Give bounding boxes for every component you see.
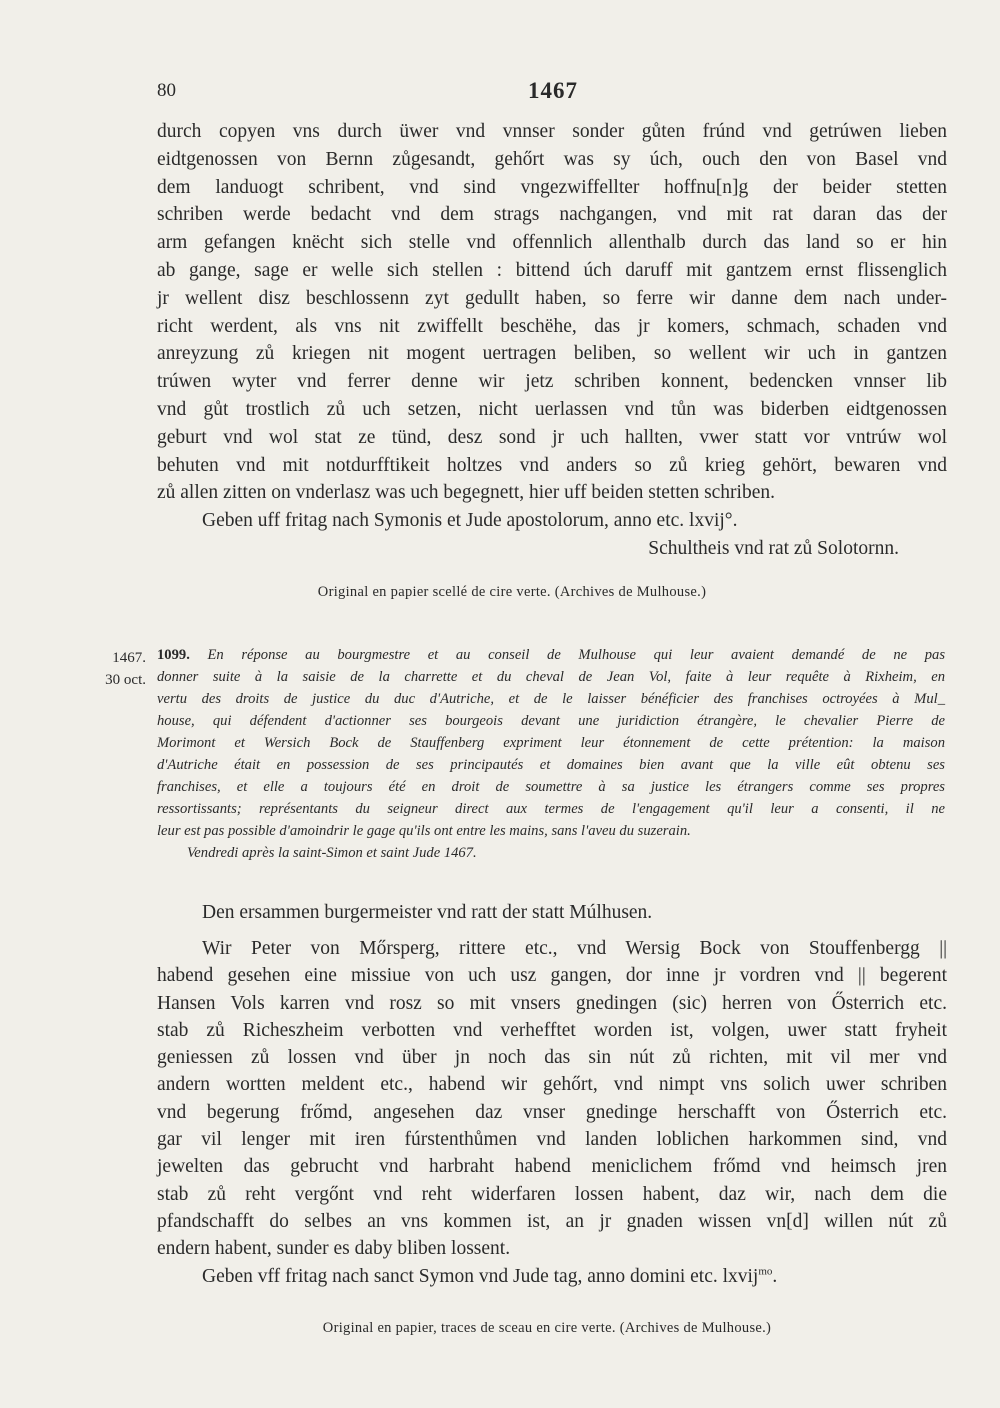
text-line: geburt vnd wol stat ze tünd, desz sond jr uch hallten, vwer statt vor vntrúw wol [157,426,947,448]
text-line: durch copyen vns durch üwer vnd vnnser sonder gůten frúnd vnd getrúwen lieben [157,121,947,142]
text-line: anreyzung zů kriegen nit mogent uertragen beliben, so wellent wir uch in gantzen [157,343,947,365]
text-line: vnd begerung frőmd, angesehen daz vnser gnedinge herschafft von Ősterrich etc. [157,1101,947,1123]
summary-line: d'Autriche était en possession de ses principautés et domaines bien avant que la ville eût obtenu ses [157,757,945,773]
text-line: jewelten das gebrucht vnd harbraht habend meniclichem frőmd vnd heimsch jren [157,1156,947,1178]
summary-line: franchises, et elle a toujours été en droit de soumettre à sa justice les étrangers comme ses propres [157,779,945,795]
text-line: pfandschafft do selbes an vns kommen ist, an jr gnaden wissen vn[d] willen nút zů [157,1210,947,1232]
summary-text: En réponse au bourgmestre et au conseil de Mulhouse qui leur avaient demandé de ne pas [207,647,945,663]
letter-2-body [157,935,947,1290]
date-superscript: mo [758,1265,773,1278]
margin-year: 1467. [112,650,146,666]
text-line: jr wellent disz beschlossenn zyt gedullt haben, so ferre wir danne dem nach under- [157,287,947,309]
entry-date: Vendredi après la saint-Simon et saint Jude 1467. [187,845,477,861]
text-line: stab zů reht vergőnt vnd reht widerfaren lossen habent, daz wir, nach dem die [157,1183,947,1205]
entry-summary [157,644,945,864]
text-line: ab gange, sage er welle sich stellen : bittend úch daruff mit gantzem ernst flissenglich [157,259,947,281]
summary-line: leur est pas possible d'amoindrir le gage qu'ils ont entre les mains, sans l'aveu du suzerain. [157,823,691,839]
letter-1-date: Geben uff fritag nach Symonis et Jude apostolorum, anno etc. lxvij°. [202,510,738,532]
margin-day: 30 oct. [105,672,146,688]
margin-date [80,647,146,691]
summary-line [157,644,945,666]
text-line: richt werdent, als vns nit zwiffellt beschëhe, das jr komers, schmach, schaden vnd [157,315,947,337]
text-line: eidtgenossen von Bernn zůgesandt, gehőrt was sy úch, ouch den von Basel vnd [157,148,947,170]
text-line: dem landuogt schribent, vnd sind vngezwiffellter hoffnu[n]g der beider stetten [157,176,947,198]
letter-1-signature: Schultheis vnd rat zů Solotornn. [648,537,899,559]
letter-1-source-note: Original en papier scellé de cire verte. (Archives de Mulhouse.) [317,584,707,600]
letter-2-source-note: Original en papier, traces de sceau en cire verte. (Archives de Mulhouse.) [322,1320,772,1336]
letter-2-address [157,899,947,927]
text-line: geniessen zů lossen vnd über jn noch das sin nút zů richten, mit vil mer vnd [157,1047,947,1069]
summary-line: vertu des droits de justice du duc d'Autriche, et de le laisser bénéficier des franchises octroyées à Mul_ [157,691,945,707]
page-number: 80 [157,80,176,101]
text-line: behuten vnd mit notdurfftikeit holtzes vnd anders so zů krieg gehört, bewaren vnd [157,454,947,476]
summary-line: donner suite à la saisie de la charrette et du cheval de Jean Vol, faite à leur requête à Rixheim, en [157,669,945,685]
text-line: schriben werde bedacht vnd dem strags nachgangen, vnd mit rat daran das der [157,204,947,226]
text-line: vnd gůt trostlich zů uch setzen, nicht uerlassen vnd tůn was biderben eidtgenossen [157,398,947,420]
text-line: zů allen zitten on vnderlasz was uch begegnett, hier uff beiden stetten schriben. [157,482,776,504]
text-line: Hansen Vols karren vnd rosz so mit vnsers gnedingen (sic) herren von Ősterrich etc. [157,992,947,1014]
letter-2-date [157,1263,947,1290]
summary-line: Morimont et Wersich Bock de Stauffenberg expriment leur étonnement de cette prétention: la maison [157,735,945,751]
page-year-header: 1467 [528,78,578,103]
text-line: arm gefangen knëcht sich stelle vnd offennlich allenthalb durch das land so er hin [157,232,947,254]
text-line: gar vil lenger mit iren fúrstenthůmen vnd landen loblichen harkommen sind, vnd [157,1129,947,1151]
text-line: stab zů Richeszheim verbotten vnd verhefftet worden ist, volgen, uwer statt fryheit [157,1019,947,1041]
letter-1-body [157,118,947,563]
text-line: habend gesehen eine missiue von uch usz gangen, dor inne jr vordren vnd || begerent [157,965,947,987]
text-line: endern habent, sunder es daby bliben lossent. [157,1238,511,1260]
text-line: andern wortten meldent etc., habend wir gehőrt, vnd nimpt vns solich uwer schriben [157,1074,947,1096]
summary-line: house, qui défendent d'actionner ses bourgeois devant une juridiction étrangère, le chevalier Pierre de [157,713,945,729]
address-line: Den ersammen burgermeister vnd ratt der statt Múlhusen. [202,902,653,923]
document-number: 1099. [157,647,190,663]
text-line: trúwen wyter vnd ferrer denne wir jetz schriben konnent, bedencken vnnser lib [157,371,947,393]
summary-line: ressortissants; représentants du seigneur direct aux termes de l'engagement qu'il leur a consenti, il ne [157,801,945,817]
text-line: Wir Peter von Mőrsperg, rittere etc., vnd Wersig Bock von Stouffenbergg || [202,938,947,959]
date-end: . [772,1265,778,1287]
date-text: Geben vff fritag nach sanct Symon vnd Jude tag, anno domini etc. lxvij [202,1265,759,1287]
